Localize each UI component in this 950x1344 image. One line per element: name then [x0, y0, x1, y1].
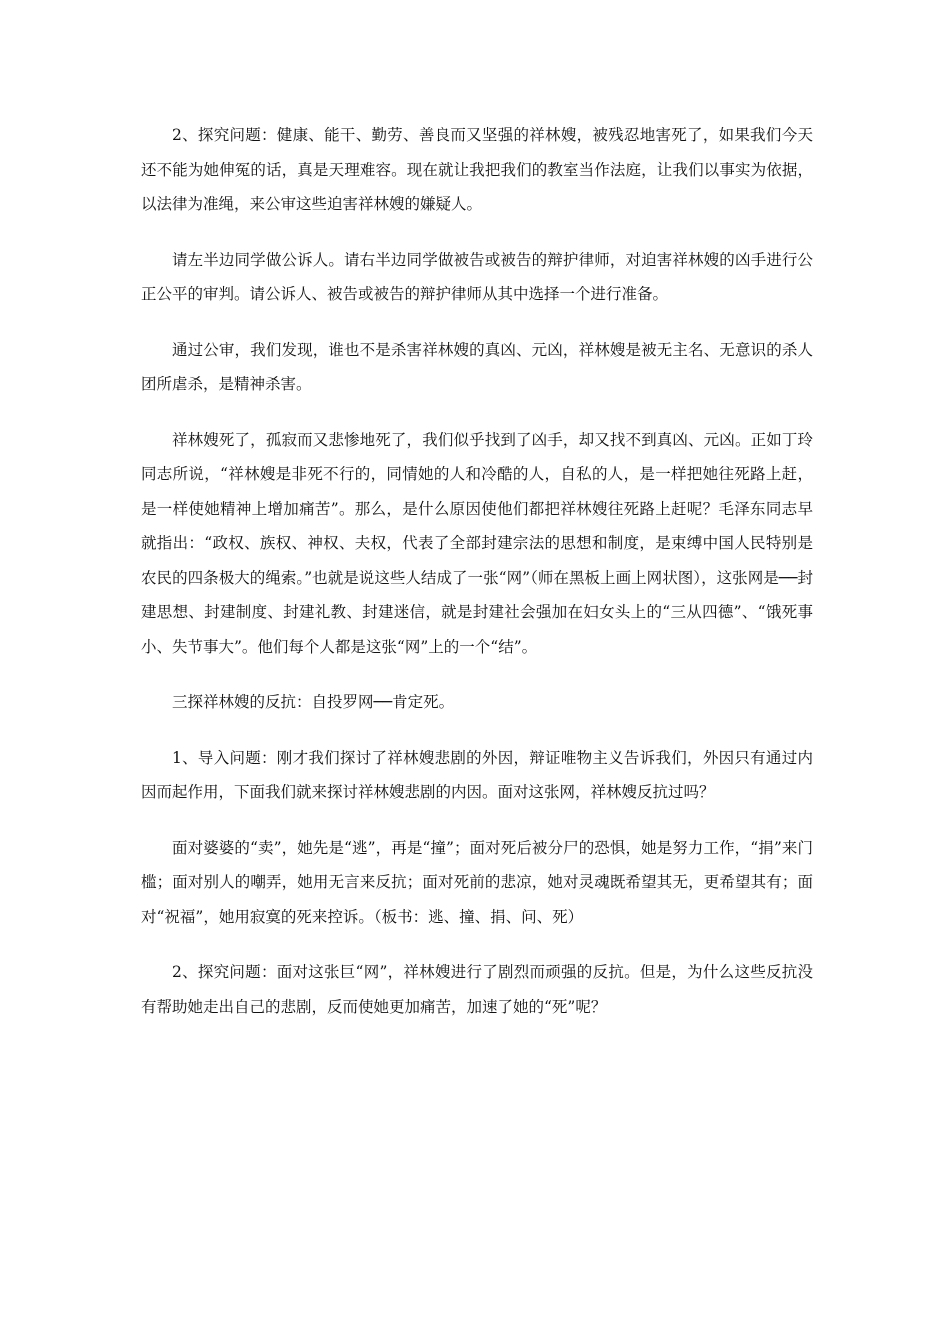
- paragraph-trial-conclusion: 通过公审，我们发现，谁也不是杀害祥林嫂的真凶、元凶，祥林嫂是被无主名、无意识的杀人团所虐杀，是精神杀害。: [141, 340, 813, 393]
- paragraph-trial-roles: 请左半边同学做公诉人。请右半边同学做被告或被告的辩护律师，对迫害祥林嫂的凶手进行公正公平的审判。请公诉人、被告或被告的辩护律师从其中选择一个进行准备。: [141, 250, 813, 303]
- document-body: [141, 118, 813, 1045]
- paragraph-resistance-acts: 面对婆婆的“卖”，她先是“逃”，再是“撞”；面对死后被分尸的恐惧，她是努力工作，“捐”来门槛；面对别人的嘲弄，她用无言来反抗；面对死前的悲凉，她对灵魂既希望其无，更希望其有；面对“祝福”，她用寂寞的死来控诉。（板书：逃、撞、捐、问、死）: [141, 838, 813, 926]
- paragraph-inquiry-question-2: 2、探究问题：健康、能干、勤劳、善良而又坚强的祥林嫂，被残忍地害死了，如果我们今天还不能为她伸冤的话，真是天理难容。现在就让我把我们的教室当作法庭，让我们以事实为依据，以法律为准绳，来公审这些迫害祥林嫂的嫌疑人。: [141, 126, 813, 213]
- paragraph-inquiry-question-2b: 2、探究问题：面对这张巨“网”，祥林嫂进行了剧烈而顽强的反抗。但是，为什么这些反抗没有帮助她走出自己的悲剧，反而使她更加痛苦，加速了她的“死”呢？: [141, 963, 813, 1016]
- paragraph-intro-question-1: 1、导入问题：刚才我们探讨了祥林嫂悲剧的外因，辩证唯物主义告诉我们，外因只有通过内因而起作用，下面我们就来探讨祥林嫂悲剧的内因。面对这张网，祥林嫂反抗过吗？: [141, 748, 813, 801]
- section-heading-resistance: 三探祥林嫂的反抗：自投罗网──肯定死。: [172, 693, 455, 711]
- paragraph-net-analysis: 祥林嫂死了，孤寂而又悲惨地死了，我们似乎找到了凶手，却又找不到真凶、元凶。正如丁玲同志所说，“祥林嫂是非死不行的，同情她的人和冷酷的人，自私的人，是一样把她往死路上赶，是一样使她精神上增加痛苦”。那么，是什么原因使他们都把祥林嫂往死路上赶呢？毛泽东同志早就指出：“政权、族权、神权、夫权，代表了全部封建宗法的思想和制度，是束缚中国人民特别是农民的四条极大的绳索。”也就是说这些人结成了一张“网”（师在黑板上画上网状图），这张网是──封建思想、封建制度、封建礼教、封建迷信，就是封建社会强加在妇女头上的“三从四德”、“饿死事小、失节事大”。他们每个人都是这张“网”上的一个“结”。: [141, 430, 813, 656]
